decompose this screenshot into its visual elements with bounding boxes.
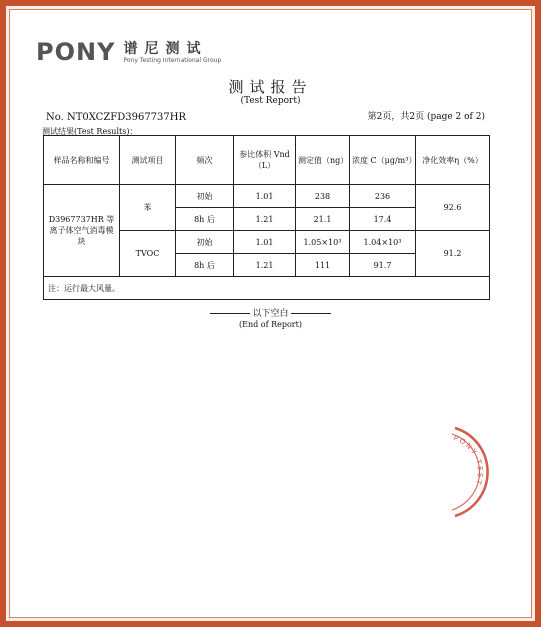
- efficiency-cell: 91.2: [416, 231, 490, 277]
- company-logo: [36, 38, 221, 66]
- test-item-cell: 苯: [120, 185, 176, 231]
- concentration-cell: 236: [350, 185, 416, 208]
- end-text-cn: 以下空白: [252, 309, 289, 319]
- volume-cell: 1.21: [234, 208, 296, 231]
- test-item-cell: TVOC: [120, 231, 176, 277]
- volume-cell: 1.01: [234, 231, 296, 254]
- header-sample-name: 样品名称和编号: [44, 136, 120, 185]
- concentration-cell: 91.7: [350, 254, 416, 277]
- logo-text-block: [123, 41, 221, 64]
- measured-cell: 238: [296, 185, 350, 208]
- results-table: [43, 135, 490, 300]
- svg-text:PONY TEST: [452, 434, 484, 487]
- table-note-row: [44, 277, 490, 300]
- measured-cell: 1.05×10³: [296, 231, 350, 254]
- results-label: 测试结果(Test Results)：: [42, 127, 138, 136]
- table-header-row: [44, 136, 490, 185]
- efficiency-cell: 92.6: [416, 185, 490, 231]
- table-row: [44, 185, 490, 208]
- frequency-cell: 初始: [176, 185, 234, 208]
- end-line-right: [291, 313, 331, 314]
- page-info: 第2页，共2页 (page 2 of 2): [367, 112, 485, 122]
- logo-name-cn: 谱尼测试: [123, 40, 208, 57]
- concentration-cell: 17.4: [350, 208, 416, 231]
- header-frequency: 频次: [176, 136, 234, 185]
- frequency-cell: 8h 后: [176, 254, 234, 277]
- end-marker-en: (End of Report): [239, 320, 302, 329]
- report-title-cn: 测试报告: [228, 78, 313, 96]
- volume-cell: 1.21: [234, 254, 296, 277]
- table-note: 注：运行最大风量。: [44, 277, 490, 300]
- header-test-item: 测试项目: [120, 136, 176, 185]
- logo-wordmark: PONY: [36, 38, 116, 66]
- seal-text: PONY TEST: [452, 434, 485, 488]
- company-seal-stamp: [427, 424, 497, 520]
- header-concentration: 浓度 C（μg/m³）: [350, 136, 416, 185]
- end-marker-cn: [0, 306, 541, 319]
- volume-cell: 1.01: [234, 185, 296, 208]
- sample-name-cell: D3967737HR 等离子体空气消毒模块: [44, 185, 120, 277]
- logo-name-en: Pony Testing International Group: [123, 56, 222, 64]
- frequency-cell: 8h 后: [176, 208, 234, 231]
- header-reference-volume: 参比体积 Vnd（L）: [234, 136, 296, 185]
- header-efficiency: 净化效率η（%）: [416, 136, 490, 185]
- measured-cell: 21.1: [296, 208, 350, 231]
- header-measured-value: 测定值（ng）: [296, 136, 350, 185]
- report-number: No. NT0XCZFD3967737HR: [46, 112, 187, 123]
- end-line-left: [210, 313, 250, 314]
- frequency-cell: 初始: [176, 231, 234, 254]
- concentration-cell: 1.04×10³: [350, 231, 416, 254]
- measured-cell: 111: [296, 254, 350, 277]
- report-title-en: (Test Report): [240, 96, 301, 106]
